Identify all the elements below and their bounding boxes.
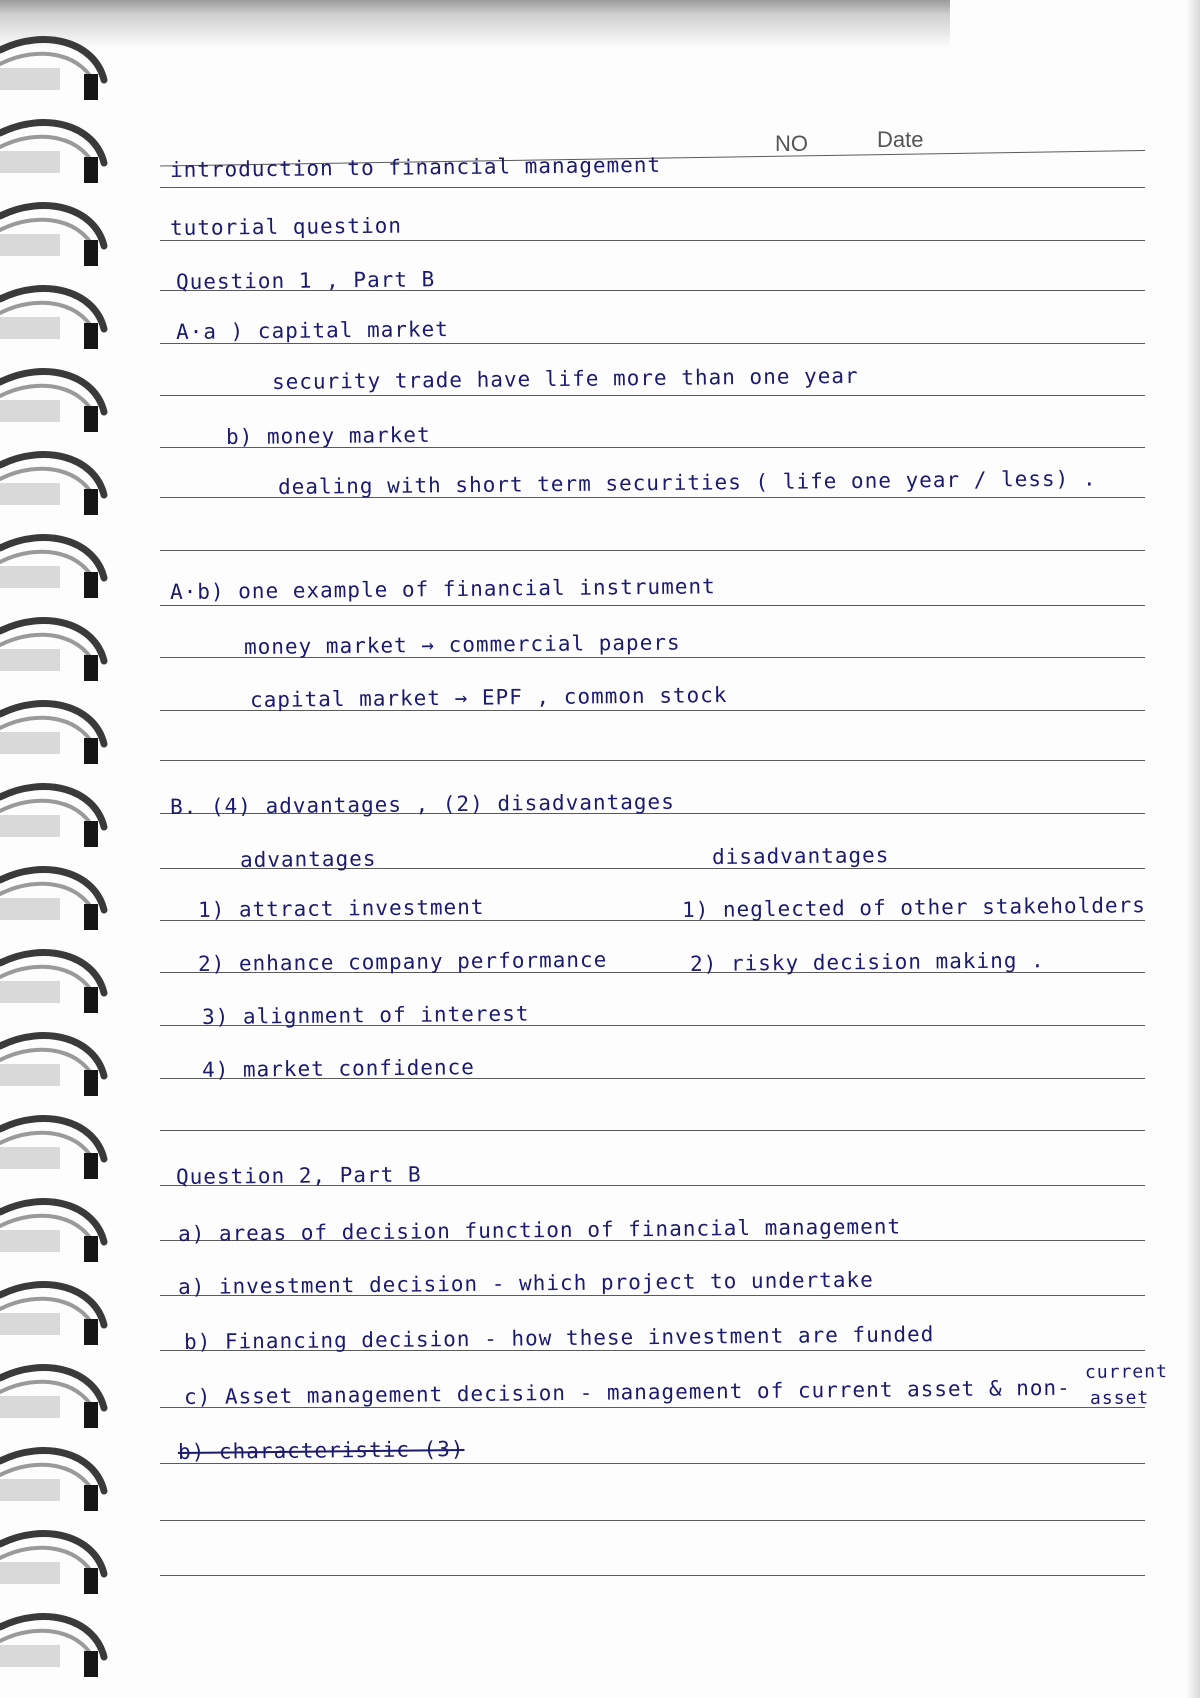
- binding-ring: [0, 538, 104, 598]
- note-line: b) money market: [225, 422, 431, 449]
- ruled-line: [160, 187, 1145, 188]
- note-line: security trade have life more than one year: [271, 363, 859, 394]
- binding-ring: [0, 206, 104, 266]
- note-line: B. (4) advantages , (2) disadvantages: [169, 789, 675, 819]
- ruled-line: [160, 1520, 1145, 1521]
- list-item: 2) risky decision making .: [689, 948, 1045, 976]
- list-item: 4) market confidence: [201, 1055, 475, 1082]
- column-heading-disadvantages: disadvantages: [711, 843, 890, 869]
- binding-ring: [0, 953, 104, 1013]
- list-item: 1) neglected of other stakeholders: [681, 893, 1146, 922]
- ruled-line: [160, 1575, 1145, 1576]
- page-top-shadow: [0, 0, 950, 48]
- binding-ring: [0, 455, 104, 515]
- question-heading: Question 1 , Part B: [175, 267, 436, 294]
- column-heading-advantages: advantages: [239, 846, 377, 872]
- binding-ring: [0, 870, 104, 930]
- note-superscript: current: [1084, 1361, 1168, 1383]
- binding-ring: [0, 1534, 104, 1594]
- question-heading: Question 2, Part B: [175, 1162, 422, 1189]
- note-line: asset: [1089, 1387, 1150, 1409]
- ruled-line: [160, 760, 1145, 761]
- binding-ring: [0, 704, 104, 764]
- no-label: NO: [775, 131, 808, 156]
- note-line: tutorial question: [169, 213, 403, 240]
- ruled-line: [160, 343, 1145, 344]
- note-line: c) Asset management decision - management of current asset & non-: [183, 1375, 1071, 1409]
- note-line: a) areas of decision function of financial management: [177, 1214, 902, 1246]
- note-line: capital market → EPF , common stock: [249, 683, 728, 712]
- note-line: dealing with short term securities ( life one year / less) .: [277, 466, 1097, 499]
- note-line: b) Financing decision - how these investment are funded: [183, 1322, 935, 1354]
- binding-ring: [0, 1119, 104, 1179]
- date-label: Date: [877, 127, 924, 152]
- binding-ring: [0, 621, 104, 681]
- crossed-out-line: b) characteristic (3): [177, 1437, 465, 1464]
- note-line: money market → commercial papers: [243, 630, 681, 659]
- page-right-edge: [1186, 0, 1200, 1698]
- ruled-line: [160, 395, 1145, 396]
- binding-ring: [0, 1036, 104, 1096]
- note-line: A·a ) capital market: [175, 317, 449, 344]
- note-line: a) investment decision - which project to undertake: [177, 1267, 874, 1299]
- ruled-line: [160, 605, 1145, 606]
- binding-ring: [0, 1368, 104, 1428]
- ruled-line: [160, 550, 1145, 551]
- list-item: 2) enhance company performance: [197, 947, 608, 976]
- binding-ring: [0, 372, 104, 432]
- list-item: 1) attract investment: [197, 895, 485, 922]
- binding-ring: [0, 1285, 104, 1345]
- note-line: A·b) one example of financial instrument: [169, 574, 716, 604]
- list-item: 3) alignment of interest: [201, 1001, 530, 1029]
- binding-ring: [0, 40, 104, 100]
- ruled-line: [160, 240, 1145, 241]
- binding-ring: [0, 787, 104, 847]
- ruled-line: [160, 1130, 1145, 1131]
- binding-ring: [0, 289, 104, 349]
- binding-ring: [0, 1617, 104, 1677]
- note-title: introduction to financial management: [169, 152, 662, 182]
- ruled-line: [160, 1463, 1145, 1464]
- binding-ring: [0, 1451, 104, 1511]
- spiral-binding: [0, 20, 118, 1698]
- binding-ring: [0, 123, 104, 183]
- binding-ring: [0, 1202, 104, 1262]
